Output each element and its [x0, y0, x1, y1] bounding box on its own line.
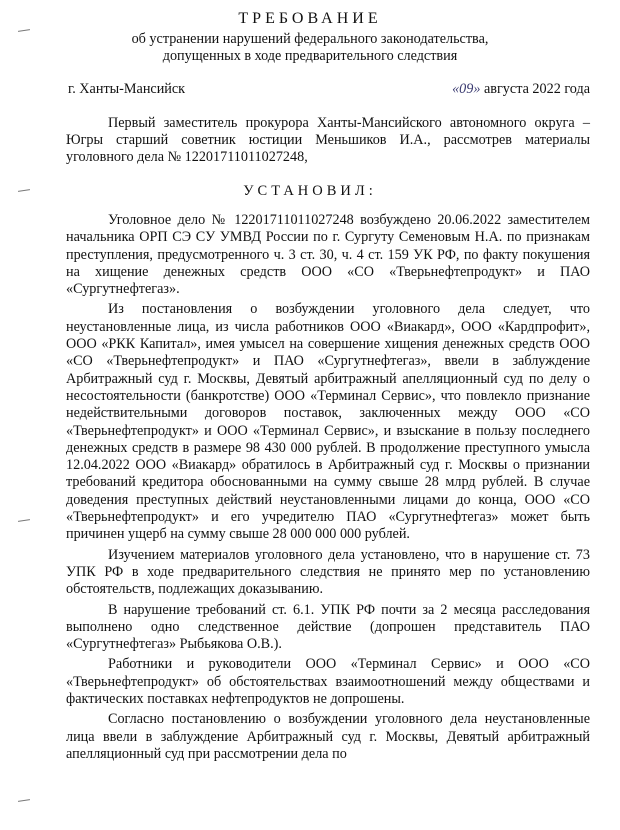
- body-paragraph: Работники и руководители ООО «Терминал Сервис» и ООО «СО «Тверьнефтепродукт» об обстоятельствах взаимоотношений между обществами и фактических поставках нефтепродуктов не допрошены.: [66, 656, 590, 708]
- established-heading: УСТАНОВИЛ:: [243, 183, 377, 199]
- body-paragraph: Изучением материалов уголовного дела установлено, что в нарушение ст. 73 УПК РФ в ходе предварительного следствия не принято мер по установлению обстоятельств, подлежащих доказыванию.: [66, 546, 590, 598]
- document-date: [452, 81, 590, 98]
- date-month-year: августа 2022 года: [483, 81, 590, 97]
- body-paragraph: Уголовное дело № 12201711011027248 возбуждено 20.06.2022 заместителем начальника ОРП СЭ СУ УМВД России по г. Сургуту Семеновым Н.А. по признакам преступления, предусмотренного ч. 3 ст. 30, ч. 4 ст. 159 УК РФ, по факту покушения на хищение денежных средств ООО «СО «Тверьнефтепродукт» и ПАО «Сургутнефтегаз».: [66, 212, 590, 298]
- document-title: ТРЕБОВАНИЕ: [238, 10, 382, 27]
- scan-margin-mark: [18, 519, 30, 522]
- body-paragraph: Из постановления о возбуждении уголовного дела следует, что неустановленные лица, из числа работников ООО «Виакард», ООО «Кардпрофит», ООО «РКК Капитал», имея умысел на совершение хищения денежных средств ООО «СО «Тверьнефтепродукт» и ПАО «Сургутнефтегаз», ввели в заблуждение Арбитражный суд г. Москвы, Девятый арбитражный апелляционный суд по делу о несостоятельности (банкротстве) ООО «Терминал Сервис», что повлекло признание недействительными договоров поставок, заключенных между ООО «СО «Тверьнефтепродукт» и ООО «Терминал Сервис», и взыскание в пользу последнего денежных средств в размере 98 430 000 рублей. В продолжение преступного умысла 12.04.2022 ООО «Виакард» обратилось в Арбитражный суд г. Москвы о признании требований кредитора обоснованными на сумму свыше 28 млрд рублей. В случае доведения преступных действий неустановленными лицами до конца, ООО «СО «Тверьнефтепродукт» и его учредителю ПАО «Сургутнефтегаз» может быть причинен ущерб на сумму свыше 28 000 000 000 рублей.: [66, 301, 590, 543]
- document-subtitle: [0, 31, 620, 65]
- subtitle-line: допущенных в ходе предварительного следствия: [162, 48, 458, 64]
- intro-paragraph: Первый заместитель прокурора Ханты-Мансийского автономного округа – Югры старший советник юстиции Меньшиков И.А., рассмотрев материалы уголовного дела № 12201711011027248,: [66, 115, 590, 166]
- place-date-line: [68, 81, 590, 98]
- subtitle-line: об устранении нарушений федерального законодательства,: [131, 31, 489, 47]
- body-paragraph: В нарушение требований ст. 6.1. УПК РФ почти за 2 месяца расследования выполнено одно следственное действие (допрошен представитель ПАО «Сургутнефтегаз» Рыбьякова О.В.).: [66, 601, 590, 653]
- scan-margin-mark: [18, 799, 30, 802]
- body-paragraph: Согласно постановлению о возбуждении уголовного дела неустановленные лица ввели в заблуждение Арбитражный суд г. Москвы, Девятый арбитражный апелляционный суд при рассмотрении дела по: [66, 711, 590, 762]
- document-body: [66, 212, 590, 766]
- date-day: «09»: [452, 81, 481, 97]
- city: г. Ханты-Мансийск: [68, 81, 186, 97]
